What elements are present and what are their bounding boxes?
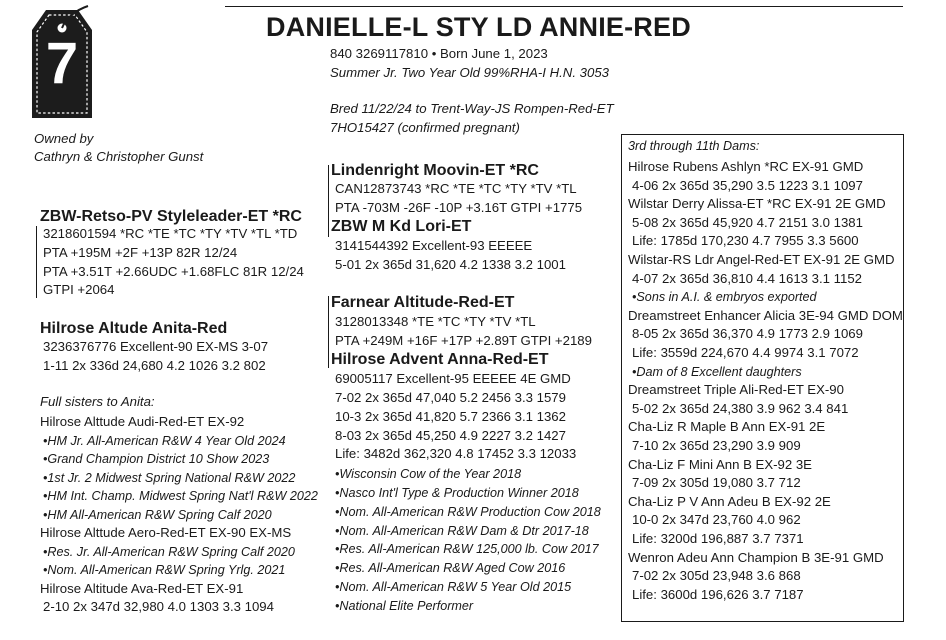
ggdam-honor: •National Elite Performer <box>335 598 474 613</box>
mggs-line: 3128013348 *TE *TC *TY *TV *TL <box>335 314 536 329</box>
sire-name: ZBW-Retso-PV Styleleader-ET *RC <box>40 208 302 225</box>
sister-honor: •HM All-American R&W Spring Calf 2020 <box>43 507 272 522</box>
dam-name: Cha-Liz F Mini Ann B EX-92 3E <box>628 456 812 472</box>
sister-honor: •HM Jr. All-American R&W 4 Year Old 2024 <box>43 433 286 448</box>
ggdam-honor: •Nom. All-American R&W Dam & Dtr 2017-18 <box>335 523 589 538</box>
sire-line: PTA +3.51T +2.66UDC +1.68FLC 81R 12/24 <box>43 264 304 279</box>
sisters-heading: Full sisters to Anita: <box>40 394 155 409</box>
dam-record: 7-09 2x 305d 19,080 3.7 712 <box>632 475 801 491</box>
bred-code: 7HO15427 (confirmed pregnant) <box>330 120 520 135</box>
sire-line: PTA +195M +2F +13P 82R 12/24 <box>43 245 238 260</box>
dam-name: Wenron Adeu Ann Champion B 3E-91 GMD <box>628 549 884 565</box>
dam-record: 10-0 2x 347d 23,760 4.0 962 <box>632 512 801 528</box>
ggdam-name: Hilrose Advent Anna-Red-ET <box>331 351 549 368</box>
ggdam-record: 10-3 2x 365d 41,820 5.7 2366 3.1 1362 <box>335 408 566 424</box>
dam-record: 5-02 2x 365d 24,380 3.9 962 3.4 841 <box>632 400 849 416</box>
ggdam-record: 7-02 2x 365d 47,040 5.2 2456 3.3 1579 <box>335 390 566 405</box>
dam-name: Dreamstreet Triple Ali-Red-ET EX-90 <box>628 382 844 398</box>
dam-name: Hilrose Rubens Ashlyn *RC EX-91 GMD <box>628 159 864 174</box>
owner-label: Owned by <box>34 131 94 146</box>
ggdam-honor: •Nasco Int'l Type & Production Winner 2018 <box>335 486 579 500</box>
mgs-line: CAN12873743 *RC *TE *TC *TY *TV *TL <box>335 181 577 196</box>
ggdam-honor: •Res. All-American R&W 125,000 lb. Cow 2017 <box>335 542 599 557</box>
sister-name: Hilrose Alttude Aero-Red-ET EX-90 EX-MS <box>40 525 292 540</box>
registration-line: 840 3269117810 • Born June 1, 2023 <box>330 46 548 61</box>
dam-name: Cha-Liz P V Ann Adeu B EX-92 2E <box>628 493 831 509</box>
owner-names: Cathryn & Christopher Gunst <box>34 149 204 164</box>
sister-honor: •HM Int. Champ. Midwest Spring Nat'l R&W 2022 <box>43 489 318 503</box>
sister-honor: •Grand Champion District 10 Show 2023 <box>43 452 270 466</box>
ggdam-honor: •Nom. All-American R&W 5 Year Old 2015 <box>335 580 572 594</box>
gdam-name: ZBW M Kd Lori-ET <box>331 218 472 235</box>
page-title: DANIELLE-L STY LD ANNIE-RED <box>266 12 691 42</box>
bred-line: Bred 11/22/24 to Trent-Way-JS Rompen-Red-ET <box>330 101 614 116</box>
gdam-id-line: 3141544392 Excellent-93 EEEEE <box>335 238 533 253</box>
dam-record: Life: 1785d 170,230 4.7 7955 3.3 5600 <box>632 233 859 249</box>
mgs-line: PTA -703M -26F -10P +3.16T GTPI +1775 <box>335 200 583 215</box>
dam-id-line: 3236376776 Excellent-90 EX-MS 3-07 <box>43 339 269 354</box>
dam-name: Cha-Liz R Maple B Ann EX-91 2E <box>628 419 826 435</box>
gdam-record: 5-01 2x 365d 31,620 4.2 1338 3.2 1001 <box>335 257 566 272</box>
sire-line: GTPI +2064 <box>43 282 115 297</box>
sister-name: Hilrose Alttude Audi-Red-ET EX-92 <box>40 414 245 429</box>
dam-record: Life: 3559d 224,670 4.4 9974 3.1 7072 <box>632 345 859 360</box>
dam-record: 7-10 2x 365d 23,290 3.9 909 <box>632 438 801 453</box>
mgs-name: Lindenright Moovin-ET *RC <box>331 162 539 179</box>
sire-line: 3218601594 *RC *TE *TC *TY *TV *TL *TD <box>43 226 298 241</box>
dam-record: 4-07 2x 365d 36,810 4.4 1613 3.1 1152 <box>632 270 863 286</box>
dam-record: 1-11 2x 336d 24,680 4.2 1026 3.2 802 <box>43 358 266 373</box>
dam-name: Wilstar-RS Ldr Angel-Red-ET EX-91 2E GMD <box>628 252 895 267</box>
dam-record: 5-08 2x 365d 45,920 4.7 2151 3.0 1381 <box>632 214 863 230</box>
dam-record: 4-06 2x 365d 35,290 3.5 1223 3.1 1097 <box>632 177 863 193</box>
dam-name: Wilstar Derry Alissa-ET *RC EX-91 2E GMD <box>628 196 886 212</box>
dam-name: Dreamstreet Enhancer Alicia 3E-94 GMD DOM <box>628 307 903 323</box>
class-line: Summer Jr. Two Year Old 99%RHA-I H.N. 3053 <box>330 65 609 80</box>
ggdam-honor: •Nom. All-American R&W Production Cow 2018 <box>335 504 601 519</box>
mggs-line: PTA +249M +16F +17P +2.89T GTPI +2189 <box>335 333 592 348</box>
dam-honor: •Sons in A.I. & embryos exported <box>632 290 817 305</box>
sister-honor: •Res. Jr. All-American R&W Spring Calf 2020 <box>43 544 295 559</box>
sister-record: 2-10 2x 347d 32,980 4.0 1303 3.3 1094 <box>43 599 274 614</box>
dam-record: Life: 3200d 196,887 3.7 7371 <box>632 531 804 546</box>
ggdam-honor: •Res. All-American R&W Aged Cow 2016 <box>335 561 566 576</box>
sister-honor: •1st Jr. 2 Midwest Spring National R&W 2022 <box>43 470 296 485</box>
dam-record: 8-05 2x 365d 36,370 4.9 1773 2.9 1069 <box>632 326 863 342</box>
dams-heading: 3rd through 11th Dams: <box>628 139 760 153</box>
ggdam-id-line: 69005117 Excellent-95 EEEEE 4E GMD <box>335 371 571 386</box>
sister-honor: •Nom. All-American R&W Spring Yrlg. 2021 <box>43 563 286 577</box>
dam-honor: •Dam of 8 Excellent daughters <box>632 364 802 379</box>
ggdam-honor: •Wisconsin Cow of the Year 2018 <box>335 467 522 482</box>
ggdam-record: 8-03 2x 365d 45,250 4.9 2227 3.2 1427 <box>335 427 566 443</box>
dam-name: Hilrose Altude Anita-Red <box>40 320 228 337</box>
lot-number: 7 <box>45 31 79 96</box>
dam-record: Life: 3600d 196,626 3.7 7187 <box>632 586 804 602</box>
mggs-name: Farnear Altitude-Red-ET <box>331 294 515 311</box>
ggdam-record: Life: 3482d 362,320 4.8 17452 3.3 12033 <box>335 446 577 462</box>
dam-record: 7-02 2x 305d 23,948 3.6 868 <box>632 568 801 584</box>
sister-name: Hilrose Altitude Ava-Red-ET EX-91 <box>40 580 244 596</box>
